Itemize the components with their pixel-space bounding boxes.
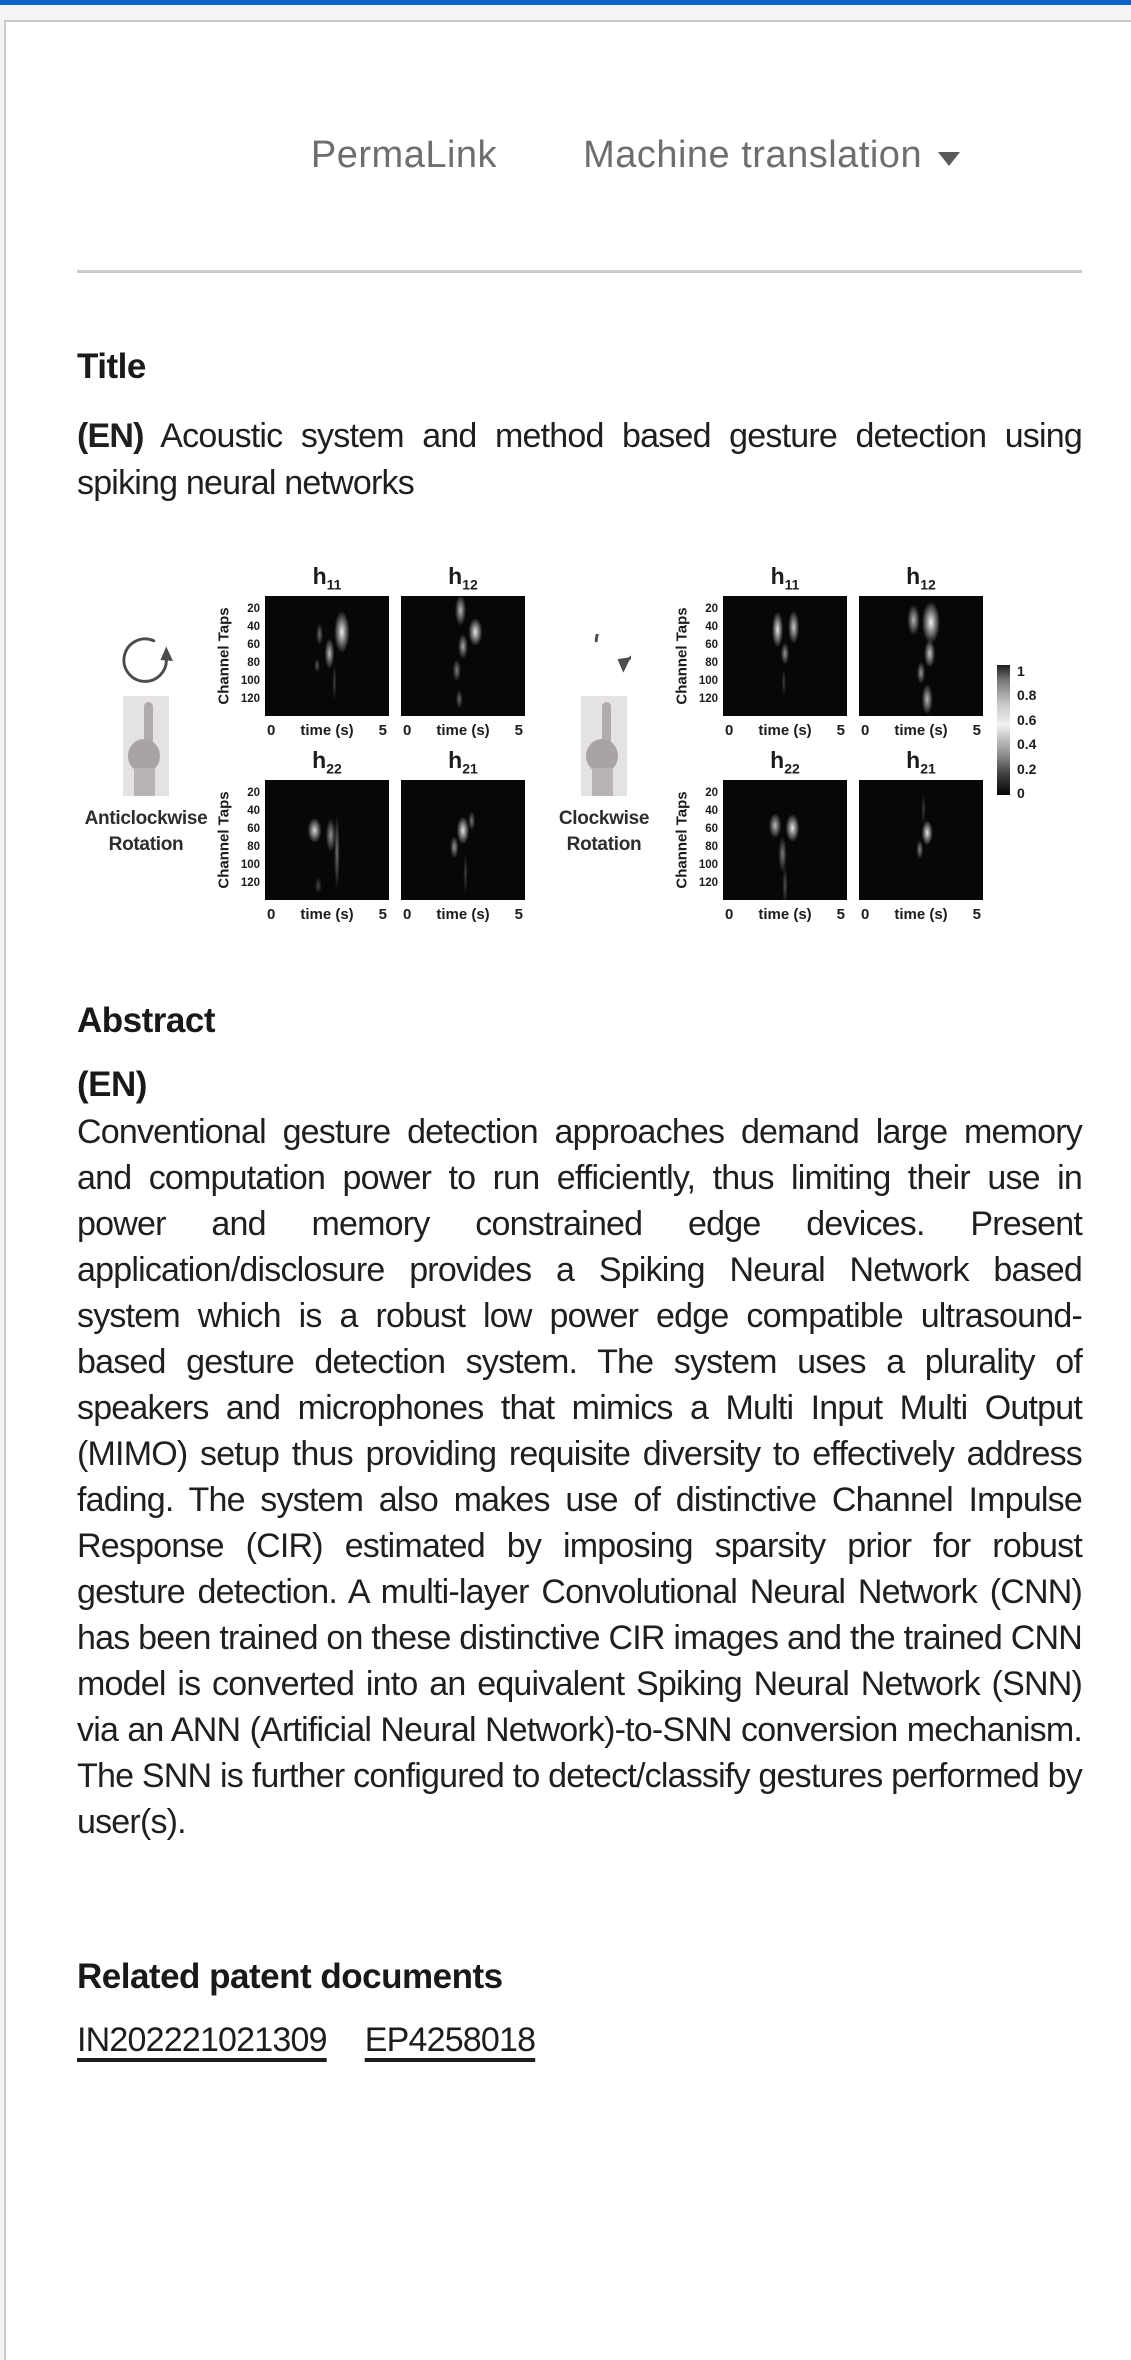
machine-translation-label: Machine translation [583, 134, 923, 176]
x-axis: 0 time (s) 5 [403, 905, 523, 923]
anticlockwise-side-column [77, 562, 215, 926]
y-axis-ticks: 20 40 60 80 100 120 [698, 603, 718, 705]
y-axis-ticks: 20 40 60 80 100 120 [240, 603, 260, 705]
cir-panel [265, 780, 389, 900]
x-axis: 0 time (s) 5 [725, 905, 845, 923]
patent-drawing [77, 562, 1082, 926]
panel-title: $h_{11}$ [770, 563, 800, 593]
x-axis: 0 time (s) 5 [861, 905, 981, 923]
divider [77, 270, 1082, 273]
patent-title [77, 413, 1082, 507]
abstract-text: Conventional gesture detection approaches demand large memory and computation power to run efficiently, thus limiting their use in power and memory constrained edge devices. Present application/disclosure provides a Spiking Neural Network based system which is a robust low power edge compatible ultrasound-based gesture detection system. The system uses a plurality of speakers and microphones that mimics a Multi Input Multi Output (MIMO) setup thus providing requisite diversity to effectively address fading. The system also makes use of distinctive Channel Impulse Response (CIR) estimated by imposing sparsity prior for robust gesture detection. A multi-layer Convolutional Neural Network (CNN) has been trained on these distinctive CIR images and the trained CNN model is converted into an equivalent Spiking Neural Network (SNN) via an ANN (Artificial Neural Network)-to-SNN conversion mechanism. The SNN is further configured to detect/classify gestures performed by user(s). [77, 1113, 1082, 1841]
y-axis-ticks: 20 40 60 80 100 120 [240, 787, 260, 889]
cir-charts-anticlockwise [215, 562, 525, 926]
cir-panel [401, 780, 525, 900]
title-language-tag: (EN) [77, 417, 144, 455]
clockwise-arrow-icon [577, 634, 631, 688]
x-axis: 0 time (s) 5 [725, 721, 845, 739]
related-patent-link[interactable]: EP4258018 [364, 2021, 536, 2059]
x-axis: 0 time (s) 5 [861, 721, 981, 739]
related-links [77, 2021, 1082, 2060]
cir-panel [859, 596, 983, 716]
abstract-section-heading: Abstract [77, 1001, 215, 1040]
permalink-link[interactable]: PermaLink [310, 134, 498, 176]
panel-title: $h_{22}$ [770, 747, 800, 777]
rotation-label: Clockwise Rotation [558, 808, 650, 855]
top-accent-bar [0, 0, 1131, 5]
y-axis-ticks: 20 40 60 80 100 120 [698, 787, 718, 889]
y-axis-label: Channel Taps [215, 791, 233, 889]
colorbar [997, 665, 1036, 801]
clockwise-side-column [535, 562, 673, 926]
y-axis-label: Channel Taps [215, 607, 233, 705]
title-section-heading: Title [77, 347, 146, 386]
machine-translation-dropdown[interactable] [583, 134, 960, 177]
related-section-heading: Related patent documents [77, 1957, 503, 1996]
cir-panel [723, 780, 847, 900]
figure-group-clockwise [535, 562, 983, 926]
chevron-down-icon [938, 152, 960, 166]
cir-charts-clockwise [673, 562, 983, 926]
anticlockwise-arrow-icon [119, 634, 173, 688]
colorbar-gradient [997, 665, 1010, 795]
panel-title: $h_{22}$ [312, 747, 342, 777]
cir-panel [401, 596, 525, 716]
cir-panel [859, 780, 983, 900]
rotation-label: Anticlockwise Rotation [84, 808, 208, 855]
patent-title-text: Acoustic system and method based gesture detection using spiking neural networks [77, 417, 1082, 502]
panel-title: $h_{21}$ [448, 747, 478, 777]
colorbar-ticks: 1 0.8 0.6 0.4 0.2 0 [1017, 663, 1037, 801]
cir-panel [723, 596, 847, 716]
panel-title: $h_{21}$ [906, 747, 936, 777]
y-axis-label: Channel Taps [673, 791, 691, 889]
abstract-language-tag: (EN) [77, 1065, 147, 1104]
related-patent-link[interactable]: IN202221021309 [77, 2021, 327, 2059]
content-card [4, 20, 1131, 2360]
cir-panel [265, 596, 389, 716]
figure-group-anticlockwise [77, 562, 525, 926]
toolbar [77, 22, 1082, 177]
panel-title: $h_{12}$ [906, 563, 936, 593]
panel-title: $h_{11}$ [312, 563, 342, 593]
x-axis: 0 time (s) 5 [267, 905, 387, 923]
x-axis: 0 time (s) 5 [403, 721, 523, 739]
x-axis: 0 time (s) 5 [267, 721, 387, 739]
panel-title: $h_{12}$ [448, 563, 478, 593]
hand-gesture-photo [581, 696, 627, 796]
hand-gesture-photo [123, 696, 169, 796]
y-axis-label: Channel Taps [673, 607, 691, 705]
